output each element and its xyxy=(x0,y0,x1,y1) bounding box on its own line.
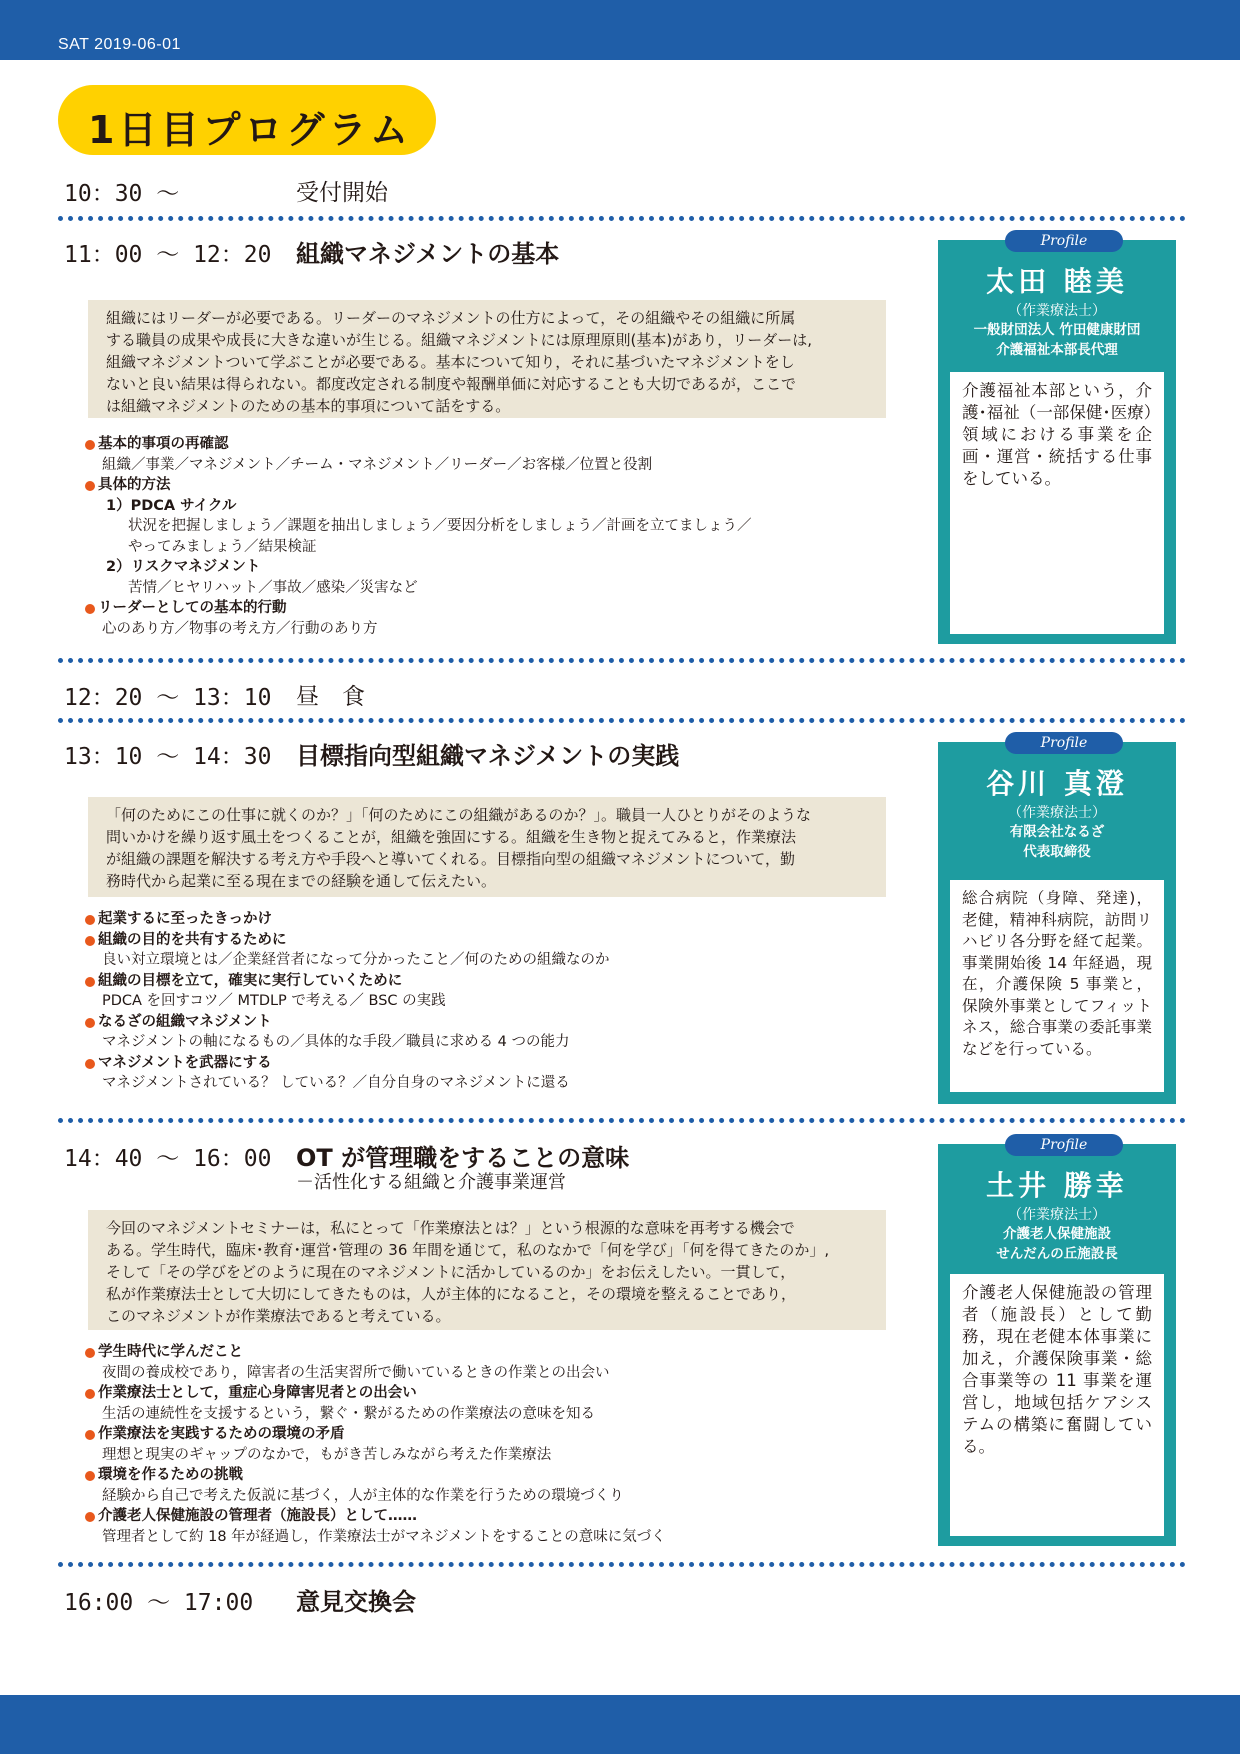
topic-heading: 介護老人保健施設の管理者（施設長）として…… xyxy=(85,1506,848,1527)
topic-item: 状況を把握しましょう／課題を抽出しましょう／要因分析をしましょう／計画を立てましょう／ xyxy=(128,518,752,534)
topic-item: 心のあり方／物事の考え方／行動のあり方 xyxy=(102,620,378,637)
description-line: が組織の課題を解決する考え方や手段へと導いてくれる。目標指向型の組織マネジメントについて，勤 xyxy=(106,850,795,868)
session-title: 昼 食 xyxy=(296,684,365,710)
speaker-name: 太田 睦美 xyxy=(986,265,1128,298)
speaker-role: （作業療法士） xyxy=(1008,303,1106,319)
topic-heading: リーダーとしての基本的行動 xyxy=(85,598,848,619)
topic-item: 苦情／ヒヤリハット／事故／感染／災害など xyxy=(128,579,418,596)
speaker-bio: 介護老人保健施設の管理者（施設長）として勤務，現在老健本体事業に加え，介護保険事業・総合事業等の 11 事業を運営し，地域包括ケアシステムの構築に奮闘している。 xyxy=(950,1274,1164,1536)
session-description xyxy=(88,300,886,418)
session-description xyxy=(88,1210,886,1330)
speaker-profile xyxy=(938,1137,1176,1546)
divider xyxy=(58,718,1186,723)
session-title: OT が管理職をすることの意味 xyxy=(296,1144,630,1172)
session-title: 意見交換会 xyxy=(296,1588,416,1616)
session-title: 組織マネジメントの基本 xyxy=(296,240,560,268)
session-time: 13：10 ～ 14：30 xyxy=(64,744,272,770)
speaker-name: 谷川 真澄 xyxy=(986,767,1128,800)
topic-heading: 起業するに至ったきっかけ xyxy=(85,909,848,930)
session-title: 目標指向型組織マネジメントの実践 xyxy=(296,742,680,770)
speaker-org-line: 介護福祉本部長代理 xyxy=(996,342,1118,358)
session-description xyxy=(88,797,886,897)
session-time: 12：20 ～ 13：10 xyxy=(64,685,272,711)
divider xyxy=(58,658,1186,663)
topic-item: 経験から自己で考えた仮説に基づく，人が主体的な作業を行うための環境づくり xyxy=(102,1487,624,1504)
topic-heading: 基本的事項の再確認 xyxy=(85,434,848,455)
description-line: そして「その学びをどのように現在のマネジメントに活かしているのか」をお伝えしたい。一貫して， xyxy=(106,1263,796,1281)
speaker-profile xyxy=(938,735,1176,1104)
topic-item: 良い対立環境とは／企業経営者になって分かったこと／何のための組織なのか xyxy=(102,952,610,968)
speaker-org-line: 代表取締役 xyxy=(1023,844,1091,860)
speaker-org-line: 一般財団法人 竹田健康財団 xyxy=(973,322,1141,338)
profile-tag: Profile xyxy=(1005,732,1123,754)
session-topics xyxy=(88,434,848,639)
description-line: 組織マネジメントついて学ぶことが必要である。基本について知り，それに基づいたマネジメントをし xyxy=(106,353,795,371)
description-line: ないと良い結果は得られない。都度改定される制度や報酬単価に対応することも大切であるが，ここで xyxy=(106,375,797,393)
speaker-role: （作業療法士） xyxy=(1008,1207,1106,1223)
topic-item: マネジメントの軸になるもの／具体的な手段／職員に求める 4 つの能力 xyxy=(102,1034,570,1050)
speaker-org-line: せんだんの丘施設長 xyxy=(996,1246,1118,1262)
topic-subheading: 2）リスクマネジメント xyxy=(106,559,261,575)
top-banner xyxy=(0,0,1240,60)
description-line: 問いかけを繰り返す風土をつくることが，組織を強固にする。組織を生き物と捉えてみると，作業療法 xyxy=(106,828,797,846)
profile-tag: Profile xyxy=(1005,1134,1123,1156)
description-line: ある。学生時代，臨床･教育･運営･管理の 36 年間を通じて，私のなかで「何を学び」「何を得てきたのか」, xyxy=(106,1241,830,1259)
speaker-org xyxy=(938,822,1176,862)
speaker-org-line: 有限会社なるざ xyxy=(1009,824,1105,840)
topic-subheading: 1）PDCA サイクル xyxy=(106,497,237,514)
topic-item: 組織／事業／マネジメント／チーム・マネジメント／リーダー／お客様／位置と役割 xyxy=(102,456,653,473)
description-line: 今回のマネジメントセミナーは，私にとって「作業療法とは？」という根源的な意味を再考する機会で xyxy=(106,1219,795,1237)
session-topics xyxy=(88,1342,848,1547)
page-title: 1日目プログラム xyxy=(88,108,413,152)
divider xyxy=(58,1562,1186,1567)
speaker-role: （作業療法士） xyxy=(1008,805,1106,821)
topic-item: やってみましょう／結果検証 xyxy=(128,538,317,555)
topic-heading: 組織の目標を立て，確実に実行していくために xyxy=(85,971,848,992)
session-title: 受付開始 xyxy=(296,180,388,206)
topic-heading: 作業療法を実践するための環境の矛盾 xyxy=(85,1424,848,1445)
topic-heading: 具体的方法 xyxy=(85,475,848,496)
event-date: SAT 2019-06-01 xyxy=(58,36,181,53)
description-line: 務時代から起業に至る現在までの経験を通して伝えたい。 xyxy=(106,872,497,890)
session-time: 10：30 ～ xyxy=(64,181,180,207)
description-line: は組織マネジメントのための基本的事項について話をする。 xyxy=(106,397,511,415)
divider xyxy=(58,216,1186,221)
topic-item: マネジメントされている？ している？／自分自身のマネジメントに還る xyxy=(102,1075,570,1091)
session-topics xyxy=(88,909,848,1094)
speaker-org-line: 介護老人保健施設 xyxy=(1003,1226,1111,1242)
topic-heading: マネジメントを武器にする xyxy=(85,1053,848,1074)
session-time: 14：40 ～ 16：00 xyxy=(64,1146,272,1172)
session-time: 16:00 ～ 17:00 xyxy=(64,1590,254,1616)
page-title-badge xyxy=(58,85,436,155)
speaker-bio: 総合病院（身障、発達)，老健，精神科病院，訪問リハビリ各分野を経て起業。事業開始後 14 年経過，現在，介護保険 5 事業と，保険外事業としてフィットネス，総合事業の委託事業などを行っている。 xyxy=(950,880,1164,1092)
topic-heading: 学生時代に学んだこと xyxy=(85,1342,848,1363)
description-line: このマネジメントが作業療法であると考えている。 xyxy=(106,1307,451,1325)
divider xyxy=(58,1118,1186,1123)
profile-tag: Profile xyxy=(1005,230,1123,252)
speaker-bio: 介護福祉本部という，介護･福祉（一部保健･医療）領域における事業を企画・運営・統括する仕事をしている。 xyxy=(950,372,1164,634)
topic-item: PDCA を回すコツ／ MTDLP で考える／ BSC の実践 xyxy=(102,993,446,1009)
bottom-banner xyxy=(0,1695,1240,1754)
description-line: する職員の成果や成長に大きな違いが生じる。組織マネジメントには原理原則(基本)があり，リーダーは, xyxy=(106,331,813,349)
session-time: 11：00 ～ 12：20 xyxy=(64,242,272,268)
topic-heading: なるざの組織マネジメント xyxy=(85,1012,848,1033)
topic-item: 夜間の養成校であり，障害者の生活実習所で働いているときの作業との出会い xyxy=(102,1364,610,1381)
speaker-org xyxy=(938,320,1176,360)
topic-heading: 環境を作るための挑戦 xyxy=(85,1465,848,1486)
topic-item: 生活の連続性を支援するという，繋ぐ・繋がるための作業療法の意味を知る xyxy=(102,1405,595,1422)
speaker-profile xyxy=(938,233,1176,644)
speaker-org xyxy=(938,1224,1176,1264)
topic-heading: 作業療法士として，重症心身障害児者との出会い xyxy=(85,1383,848,1404)
topic-item: 理想と現実のギャップのなかで，もがき苦しみながら考えた作業療法 xyxy=(102,1446,552,1463)
description-line: 私が作業療法士として大切にしてきたものは，人が主体的になること，その環境を整えることであり， xyxy=(106,1285,797,1303)
topic-item: 管理者として約 18 年が経過し，作業療法士がマネジメントをすることの意味に気づく xyxy=(102,1528,666,1545)
description-line: 組織にはリーダーが必要である。リーダーのマネジメントの仕方によって，その組織やその組織に所属 xyxy=(106,309,796,327)
description-line: 「何のためにこの仕事に就くのか？」「何のためにこの組織があるのか？」。職員一人ひとりがそのような xyxy=(106,806,812,824)
session-subtitle: －活性化する組織と介護事業運営 xyxy=(296,1172,566,1193)
speaker-name: 土井 勝幸 xyxy=(986,1169,1128,1202)
topic-heading: 組織の目的を共有するために xyxy=(85,930,848,951)
